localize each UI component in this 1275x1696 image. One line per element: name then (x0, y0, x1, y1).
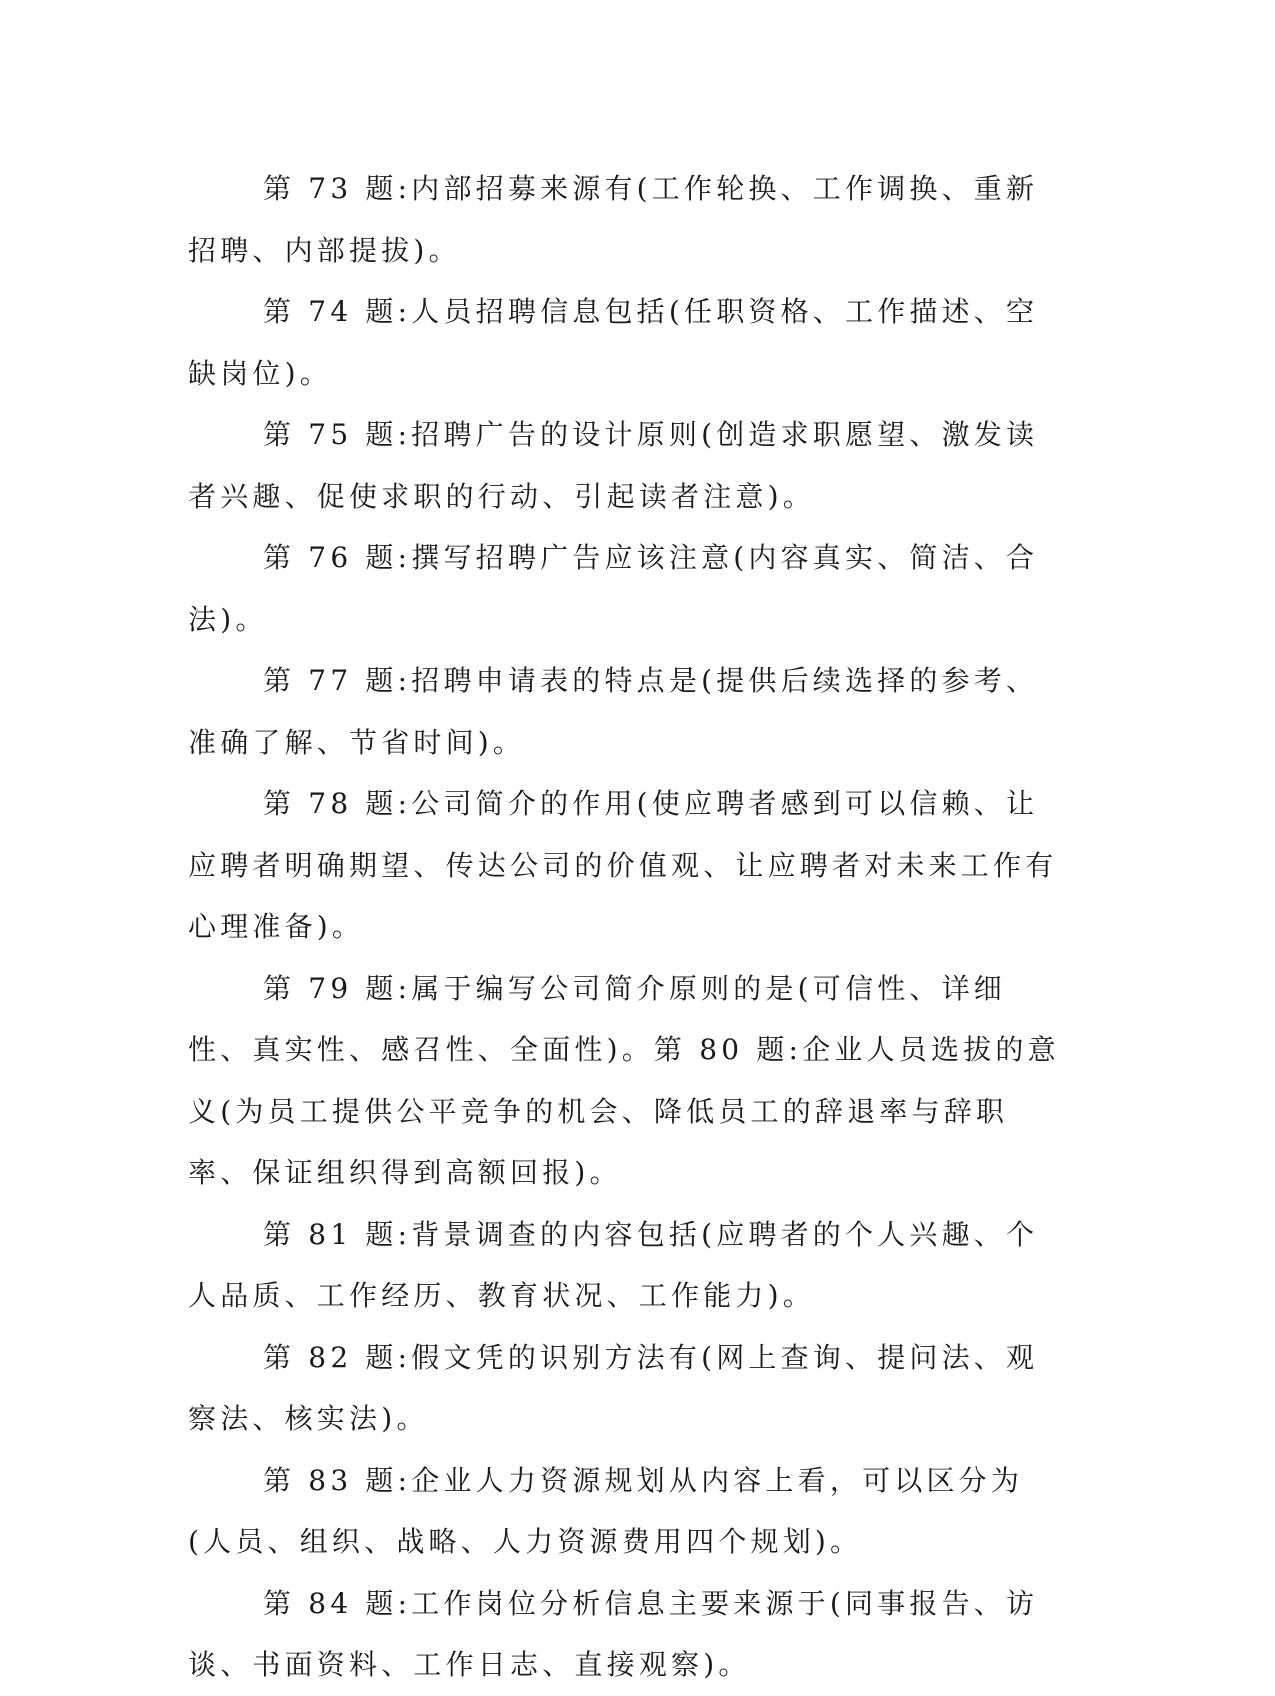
paragraph-q81: 第 81 题:背景调查的内容包括(应聘者的个人兴趣、个人品质、工作经历、教育状况、工作能力)。 (188, 1217, 1039, 1312)
paragraph-q73: 第 73 题:内部招募来源有(工作轮换、工作调换、重新招聘、内部提拔)。 (188, 172, 1039, 267)
paragraph-q83: 第 83 题:企业人力资源规划从内容上看，可以区分为(人员、组织、战略、人力资源费用四个规划)。 (188, 1463, 1024, 1558)
paragraph-q77: 第 77 题:招聘申请表的特点是(提供后续选择的参考、准确了解、节省时间)。 (188, 664, 1039, 759)
paragraph-q76: 第 76 题:撰写招聘广告应该注意(内容真实、简洁、合法)。 (188, 541, 1039, 636)
paragraph-q75: 第 75 题:招聘广告的设计原则(创造求职愿望、激发读者兴趣、促使求职的行动、引起读者注意)。 (188, 418, 1039, 513)
paragraph-q82: 第 82 题:假文凭的识别方法有(网上查询、提问法、观察法、核实法)。 (188, 1340, 1039, 1435)
paragraph-q79-q80: 第 79 题:属于编写公司简介原则的是(可信性、详细性、真实性、感召性、全面性)。第 80 题:企业人员选拔的意义(为员工提供公平竞争的机会、降低员工的辞退率与辞职率、保证组织得到高额回报)。 (188, 971, 1060, 1189)
paragraph-q78: 第 78 题:公司简介的作用(使应聘者感到可以信赖、让应聘者明确期望、传达公司的价值观、让应聘者对未来工作有心理准备)。 (188, 787, 1058, 943)
paragraph-q84: 第 84 题:工作岗位分析信息主要来源于(同事报告、访谈、书面资料、工作日志、直接观察)。 (188, 1586, 1039, 1681)
document-body (188, 158, 1068, 1696)
paragraph-q74: 第 74 题:人员招聘信息包括(任职资格、工作描述、空缺岗位)。 (188, 295, 1039, 390)
